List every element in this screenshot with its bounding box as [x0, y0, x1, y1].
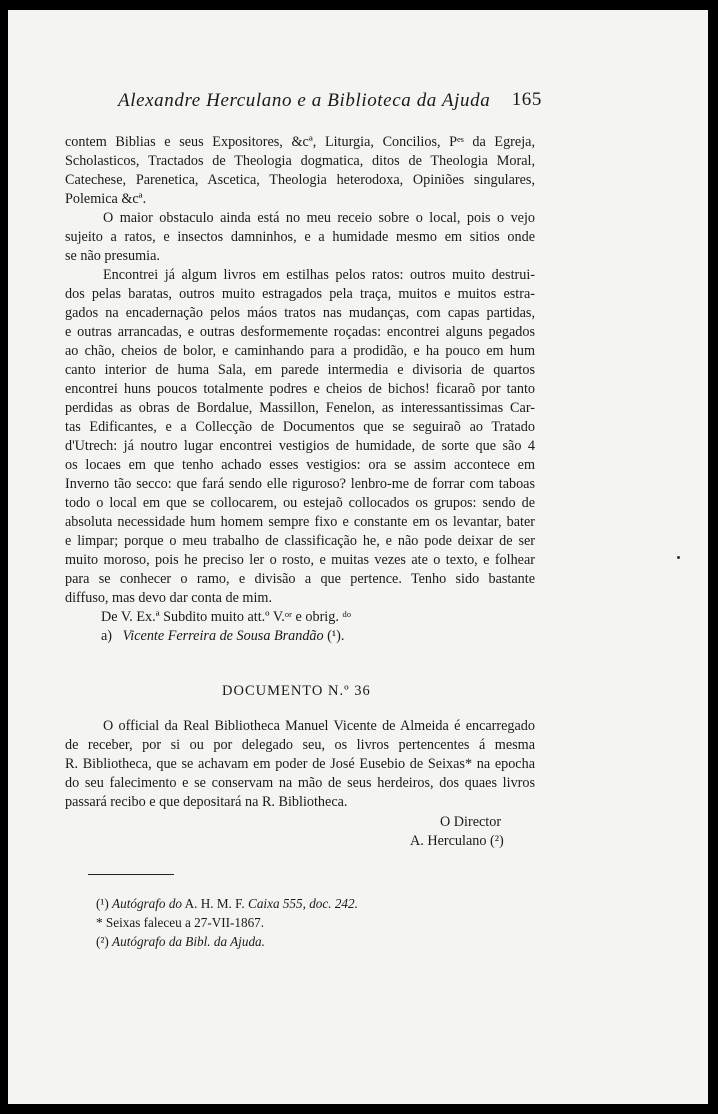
footnote-2 [96, 932, 358, 951]
running-title: Alexandre Herculano e a Biblioteca da Ajuda [118, 90, 491, 111]
page-number: 165 [511, 89, 542, 110]
footnote-text: A. H. M. F. [184, 896, 245, 911]
text-line: contem Biblias e seus Expositores, &cª, Liturgia, Concilios, Pᵉˢ da Egreja, [65, 134, 535, 150]
signature-name: Vicente Ferreira de Sousa Brandão [122, 628, 324, 644]
footnote-mark: (¹) [96, 896, 109, 911]
text-line: de receber, por si ou por delegado seu, os livros pertencentes á mesma [65, 737, 535, 753]
signature-note-ref: (¹). [327, 628, 345, 644]
footnote-1 [96, 894, 358, 913]
text-line: os locaes em que tenho achado esses vestigios: ora se assim accontece em [65, 457, 535, 473]
text-line: dos pelas baratas, outros muito estragados pela traça, muitos e muitos estra- [65, 286, 535, 302]
text-line: d'Utrech: já noutro lugar encontrei vestigios de humidade, de sorte que são 4 [65, 438, 535, 454]
closing-name: A. Herculano (²) [410, 833, 504, 849]
text-line: e limpar; porque o meu trabalho de classificação he, e não pode deixar de ser [65, 533, 535, 549]
text-line: perdidas as obras de Bordalue, Massillon, Fenelon, as interessantissimas Car- [65, 400, 535, 416]
footnote-text: Autógrafo do [112, 896, 183, 911]
text-line: do seu falecimento e se conservam na mão de seus herdeiros, dos quaes livros [65, 775, 535, 791]
text-line: Catechese, Parenetica, Ascetica, Theologia heterodoxa, Opiniões singulares, [65, 172, 535, 188]
document-title: DOCUMENTO N.º 36 [222, 683, 371, 699]
text-line: Polemica &cª. [65, 191, 147, 207]
letter-body [65, 133, 535, 646]
text-line: R. Bibliotheca, que se achavam em poder de José Eusebio de Seixas* na epocha [65, 756, 535, 772]
signoff-line: De V. Ex.ª Subdito muito att.º V.ᵒʳ e obrig. ᵈᵒ [101, 609, 351, 625]
closing-role: O Director [440, 814, 502, 830]
closing-block [410, 813, 504, 851]
text-line: Scholasticos, Tractados de Theologia dogmatica, ditos de Theologia Moral, [65, 153, 535, 169]
text-line: diffuso, mas devo dar conta de mim. [65, 590, 272, 606]
footnote-mark: (²) [96, 934, 109, 949]
text-line: canto interior de huma Sala, em parede intermedia e divisoria de quartos [65, 362, 535, 378]
text-line: encontrei huns poucos totalmente podres e cheios de bichos! ficaraõ por tanto [65, 381, 535, 397]
footnote-star: * Seixas faleceu a 27-VII-1867. [96, 915, 265, 930]
text-line: para se conhecer o ramo, e divisão a que pertence. Tenho sido bastante [65, 571, 535, 587]
text-line: Encontrei já algum livros em estilhas pelos ratos: outros muito destrui- [103, 267, 535, 283]
text-line: O official da Real Bibliotheca Manuel Vicente de Almeida é encarregado [103, 718, 535, 734]
footnote-text: Autógrafo da Bibl. da Ajuda. [112, 934, 265, 949]
text-line: muito moroso, pois he preciso ler o rosto, e muitas vezes ate o texto, e folhear [65, 552, 535, 568]
text-line: O maior obstaculo ainda está no meu receio sobre o local, pois o vejo [103, 210, 535, 226]
text-line: todo o local em que se collocarem, ou estejaõ collocados os grupos: sendo de [65, 495, 535, 511]
text-line: Inverno tão secco: que fará sendo elle riguroso? lenbro-me de forrar com taboas [65, 476, 535, 492]
text-line: passará recibo e que depositará na R. Bibliotheca. [65, 794, 348, 810]
signature-prefix: a) [101, 628, 113, 644]
text-line: gados na encadernação pelos máos tratos nas mudanças, com capas partidas, [65, 305, 535, 321]
footnote-text: Caixa 555, doc. 242. [248, 896, 358, 911]
footnotes [96, 894, 358, 951]
text-line: tas Edificantes, e a Collecção de Documentos que se seguiraõ ao Tratado [65, 419, 535, 435]
document-body [65, 717, 535, 812]
text-line: absoluta necessidade hum homem sempre fixo e constante em os levantar, bater [65, 514, 535, 530]
footnote-divider [88, 874, 174, 875]
text-line: se não presumia. [65, 248, 160, 264]
text-line: ao chão, cheios de bolor, e caminhando para a prodidão, e ha pouco em hum [65, 343, 535, 359]
text-line: e outras arrancadas, e outras desformemente roçadas: encontrei alguns pegados [65, 324, 535, 340]
text-line: sujeito a ratos, e insectos damninhos, e a humidade mesmo em sitios onde [65, 229, 535, 245]
speck-mark [677, 556, 680, 559]
running-header [118, 90, 542, 112]
signature-line [65, 627, 535, 646]
